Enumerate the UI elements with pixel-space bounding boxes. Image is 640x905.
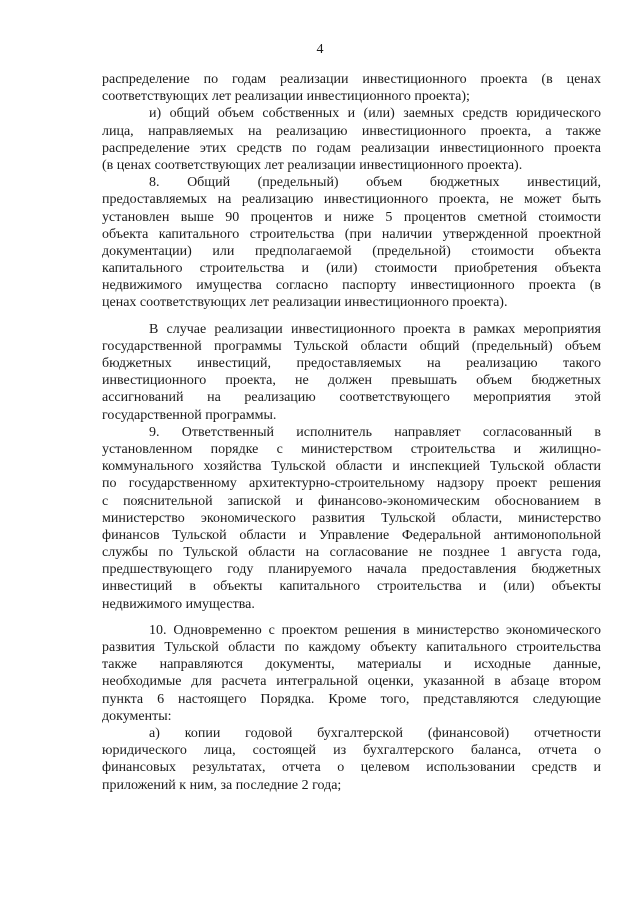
text-line: и) общий объем собственных и (или) заемных средств юридического (149, 106, 601, 122)
text-line: а) копии годовой бухгалтерской (финансовой) отчетности (149, 725, 601, 741)
text-line: лица, направляемых на реализацию инвестиционного проекта, а также (102, 123, 601, 139)
text-line: бюджетных инвестиций, предоставляемых на реализацию такого (102, 356, 601, 371)
text-line: министерство экономического развития Тульской области, министерство (102, 510, 601, 526)
text-line: инвестиционного проекта, не должен превышать объем бюджетных (102, 373, 601, 389)
text-line: государственной программы. (102, 407, 277, 423)
text-line: В случае реализации инвестиционного проекта в рамках мероприятия (149, 321, 601, 337)
text-line: с пояснительной запиской и финансово-экономическим обоснованием в (102, 493, 601, 509)
text-line: распределение этих средств по годам реализации инвестиционного проекта (102, 140, 601, 156)
paragraph-p-a (102, 725, 601, 794)
document-body (102, 71, 601, 794)
text-line: также направляются документы, материалы и исходные данные, (102, 657, 601, 673)
text-line: документации) или предполагаемой (предельной) стоимости объекта (102, 243, 601, 259)
paragraph-p-8 (102, 174, 601, 312)
text-line: недвижимого имущества согласно паспорту инвестиционного проекта (в (102, 278, 601, 294)
text-line: 10. Одновременно с проектом решения в министерство экономического (149, 622, 601, 638)
paragraph-p-10 (102, 622, 601, 725)
text-line: государственной программы Тульской области общий (предельный) объем (102, 338, 601, 354)
text-line: объекта капитального строительства (при наличии утвержденной проектной (102, 226, 601, 242)
text-line: ценах соответствующих лет реализации инвестиционного проекта). (102, 295, 508, 311)
text-line: предшествующего году планируемого начала предоставления бюджетных (102, 562, 601, 578)
text-line: необходимые для расчета интегральной оценки, указанной в абзаце втором (102, 674, 601, 690)
text-line: по государственному архитектурно-строительному надзору проект решения (102, 476, 601, 492)
text-line: установлен выше 90 процентов и ниже 5 процентов сметной стоимости (102, 209, 601, 225)
text-line: юридического лица, состоящей из бухгалтерского баланса, отчета о (102, 743, 601, 759)
paragraph-p-i (102, 105, 601, 174)
text-line: 9. Ответственный исполнитель направляет согласованный в (149, 424, 601, 440)
text-line: соответствующих лет реализации инвестиционного проекта); (102, 89, 470, 105)
text-line: распределение по годам реализации инвестиционного проекта (в ценах (102, 72, 601, 87)
text-line: 8. Общий (предельный) объем бюджетных инвестиций, (149, 175, 601, 191)
text-line: предоставляемых на реализацию инвестиционного проекта, не может быть (102, 192, 601, 208)
text-line: установленном порядке с министерством строительства и жилищно- (102, 441, 601, 457)
text-line: пункта 6 настоящего Порядка. Кроме того, представляются следующие (102, 691, 601, 707)
page-number: 4 (316, 42, 324, 57)
text-line: инвестиций в объекты капитального строительства и (или) объекты (102, 579, 601, 595)
text-line: (в ценах соответствующих лет реализации инвестиционного проекта). (102, 157, 523, 173)
text-line: финансов Тульской области и Управление Федеральной антимонопольной (102, 527, 601, 543)
paragraph-p-cont (102, 71, 601, 105)
text-line: ассигнований на реализацию соответствующего мероприятия этой (102, 390, 601, 406)
text-line: финансовых результатах, отчета о целевом использовании средств и (102, 760, 601, 776)
text-line: капитального строительства и (или) стоимости приобретения объекта (102, 261, 601, 277)
paragraph-p-9 (102, 424, 601, 613)
text-line: развития Тульской области по каждому объекту капитального строительства (102, 640, 601, 655)
text-line: приложений к ним, за последние 2 года; (102, 777, 342, 793)
text-line: документы: (102, 708, 172, 724)
text-line: недвижимого имущества. (102, 596, 255, 612)
text-line: службы по Тульской области на согласование не позднее 1 августа года, (102, 545, 601, 561)
paragraph-p-8b (102, 321, 601, 424)
text-line: коммунального хозяйства Тульской области и инспекцией Тульской области (102, 459, 601, 475)
